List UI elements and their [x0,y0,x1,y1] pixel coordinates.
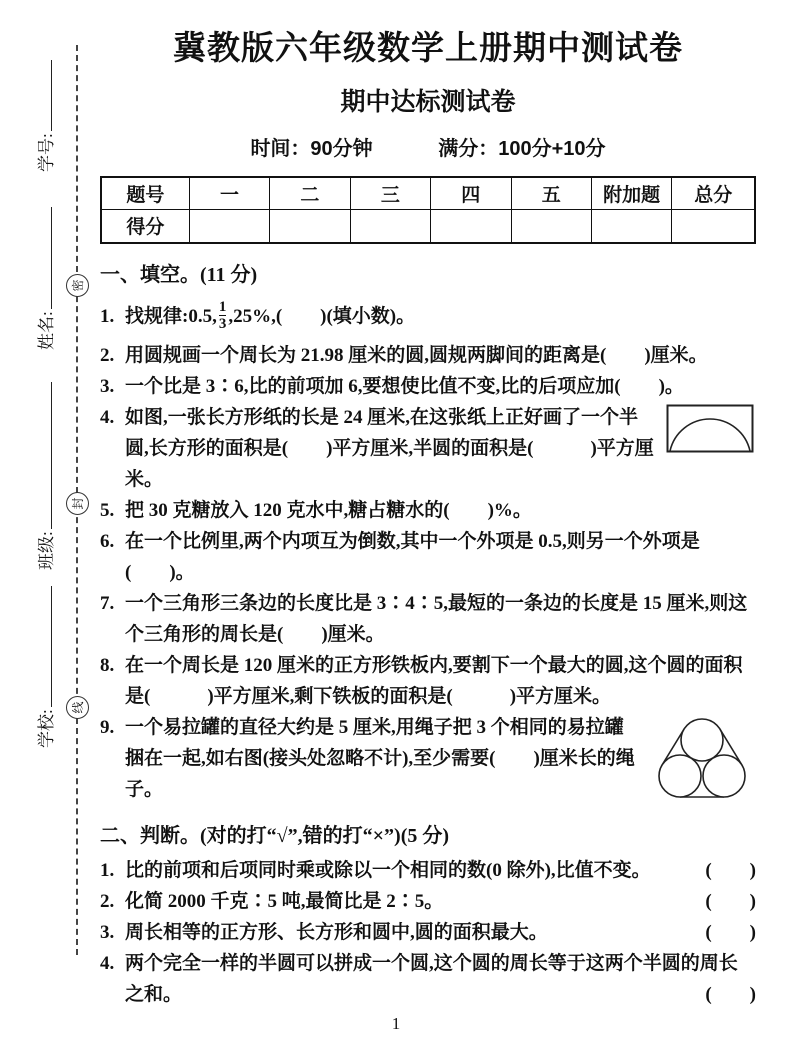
question-text: 在一个比例里,两个内项互为倒数,其中一个外项是 0.5,则另一个外项是( )。 [125,531,700,583]
class-blank-line [51,382,52,529]
score-header-cell: 总分 [672,177,755,209]
answer-bracket: ( ) [705,984,756,1005]
school-blank-line [51,586,52,707]
fill-question-5 [100,495,756,526]
score-cell [189,209,269,243]
student-id-field [36,60,58,172]
judge-question-1 [100,855,756,886]
score-row-label: 得分 [101,209,189,243]
judge-question-2 [100,886,756,917]
question-text: 找规律:0.5, [125,306,217,327]
question-number: 7. [100,593,115,614]
class-label: 班级: [37,531,56,570]
exam-total-score: 满分：100分+10分 [438,138,606,160]
seal-char-mi: 密 [66,274,89,297]
score-cell [350,209,430,243]
score-cell [431,209,511,243]
question-number: 8. [100,655,115,676]
score-header-cell: 三 [350,177,430,209]
score-header-cell: 附加题 [591,177,671,209]
question-number: 1. [100,306,115,327]
score-header-cell: 五 [511,177,591,209]
question-number: 2. [100,891,115,912]
question-number: 3. [100,376,115,397]
fill-question-2 [100,340,756,371]
fill-question-1 [100,294,756,340]
question-number: 2. [100,345,115,366]
student-id-label: 学号: [37,133,56,172]
question-number: 1. [100,860,115,881]
answer-bracket: ( ) [705,860,756,881]
fill-question-6 [100,526,756,588]
exam-meta [100,132,756,161]
question-text: 用圆规画一个周长为 21.98 厘米的圆,圆规两脚间的距离是( )厘米。 [125,345,708,366]
score-cell [270,209,350,243]
question-text: 把 30 克糖放入 120 克水中,糖占糖水的( )%。 [125,500,532,521]
question-text: 一个比是 3∶6,比的前项加 6,要想使比值不变,比的后项应加( )。 [125,376,684,397]
section-one-heading: 一、填空。(11 分) [100,264,258,286]
page-subtitle: 期中达标测试卷 [340,88,516,116]
student-id-blank-line [51,60,52,131]
judge-question-3 [100,917,756,948]
question-text: 一个易拉罐的直径大约是 5 厘米,用绳子把 3 个相同的易拉罐捆在一起,如右图(接头处忽略不计),至少需要( )厘米长的绳子。 [125,717,635,800]
exam-time: 时间：90分钟 [250,138,373,160]
score-table-header-row [101,177,755,209]
fill-question-3 [100,371,756,402]
seal-char-feng: 封 [66,492,89,515]
seal-char-xian: 线 [66,696,89,719]
exam-paper [100,26,756,1010]
question-number: 4. [100,407,115,428]
question-text: 比的前项和后项同时乘或除以一个相同的数(0 除外),比值不变。 [125,860,651,881]
fill-question-4 [100,402,756,495]
question-number: 9. [100,717,115,738]
page-title: 冀教版六年级数学上册期中测试卷 [173,29,683,66]
name-field [36,207,58,350]
section-two-heading: 二、判断。(对的打“√”,错的打“×”)(5 分) [100,825,450,847]
score-header-cell: 题号 [101,177,189,209]
question-number: 4. [100,953,115,974]
judge-question-4 [100,948,756,1010]
question-text: 两个完全一样的半圆可以拼成一个圆,这个圆的周长等于这两个半圆的周长之和。 [125,953,738,1005]
question-number: 6. [100,531,115,552]
score-header-cell: 一 [189,177,269,209]
question-text: 化简 2000 千克∶5 吨,最简比是 2∶5。 [125,891,444,912]
score-table-score-row [101,209,755,243]
fill-question-9 [100,712,756,805]
fill-question-7 [100,588,756,650]
question-number: 3. [100,922,115,943]
question-text: 在一个周长是 120 厘米的正方形铁板内,要割下一个最大的圆,这个圆的面积是( )平方厘米,剩下铁板的面积是( )平方厘米。 [125,655,743,707]
page-number: 1 [391,1014,401,1033]
name-label: 姓名: [37,311,56,350]
question-text: 如图,一张长方形纸的长是 24 厘米,在这张纸上正好画了一个半圆,长方形的面积是( )平方厘米,半圆的面积是( )平方厘米。 [125,407,654,490]
fill-question-8 [100,650,756,712]
question-number: 5. [100,500,115,521]
school-label: 学校: [37,709,56,748]
score-table [100,176,756,244]
fraction-one-third: $\frac{1}{3}$ [218,299,227,333]
score-cell [511,209,591,243]
answer-bracket: ( ) [705,922,756,943]
rectangle-semicircle-figure [666,404,754,454]
score-cell [591,209,671,243]
three-circles-rope-figure [650,714,754,802]
score-cell [672,209,755,243]
question-text: 周长相等的正方形、长方形和圆中,圆的面积最大。 [125,922,548,943]
score-header-cell: 四 [431,177,511,209]
answer-bracket: ( ) [705,891,756,912]
school-field [36,586,58,748]
score-header-cell: 二 [270,177,350,209]
question-text: 一个三角形三条边的长度比是 3∶4∶5,最短的一条边的长度是 15 厘米,则这个三角形的周长是( )厘米。 [125,593,748,645]
name-blank-line [51,207,52,309]
class-field [36,382,58,570]
question-text: ,25%,( )(填小数)。 [228,306,416,327]
